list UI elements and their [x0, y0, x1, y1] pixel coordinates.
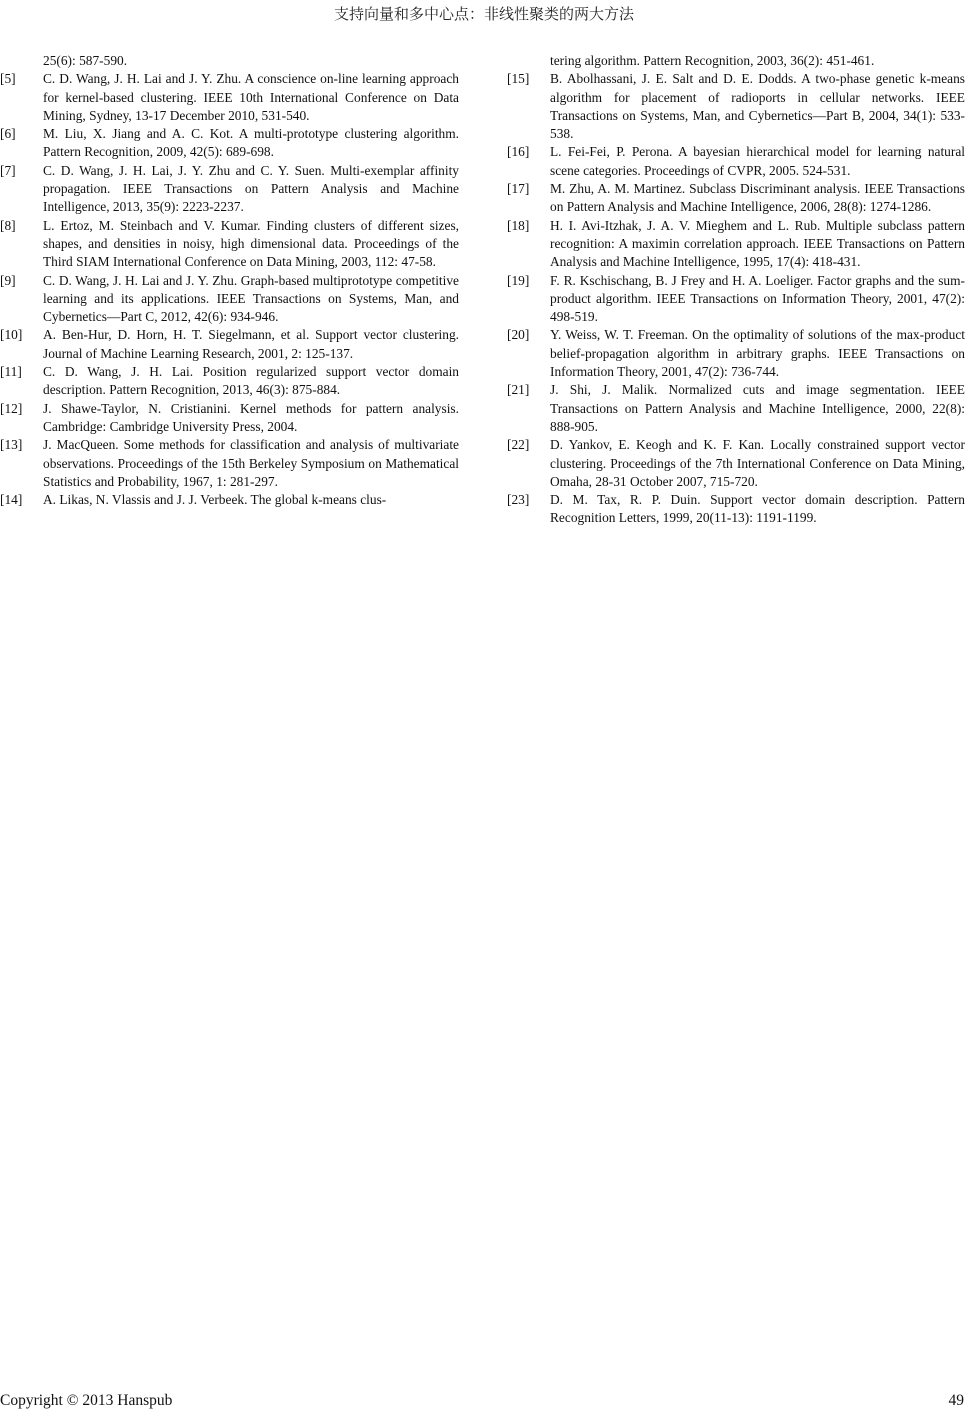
reference-number: [13] [0, 437, 23, 453]
reference-item [507, 143, 965, 180]
reference-item [0, 125, 459, 162]
reference-item [0, 400, 459, 437]
reference-item [0, 363, 459, 400]
reference-item [0, 70, 459, 125]
reference-item [507, 436, 965, 491]
reference-text: B. Abolhassani, J. E. Salt and D. E. Dodds. A two-phase genetic k-means algorithm for placement of radioports in cellular networks. IEEE Transactions on Systems, Man, and Cybernetics—Part B, 2004, 34(1): 533-538. [550, 71, 965, 142]
reference-item [507, 326, 965, 381]
reference-number: [9] [0, 272, 16, 288]
reference-number: [16] [507, 144, 530, 160]
reference-number: [21] [507, 382, 530, 398]
reference-number: [18] [507, 217, 530, 233]
reference-text: D. Yankov, E. Keogh and K. F. Kan. Locally constrained support vector clustering. Proceedings of the 7th International Conference on Data Mining, Omaha, 28-31 October 2007, 715-720. [550, 437, 965, 489]
reference-text: Y. Weiss, W. T. Freeman. On the optimality of solutions of the max-product belief-propagation algorithm in arbitrary graphs. IEEE Transactions on Information Theory, 2001, 47(2): 736-744. [550, 327, 965, 380]
reference-item [0, 326, 459, 363]
reference-text: 25(6): 587-590. [43, 53, 128, 68]
reference-number: [7] [0, 162, 16, 178]
reference-item [0, 162, 459, 217]
reference-item [0, 491, 459, 509]
reference-item [0, 272, 459, 327]
reference-text: L. Ertoz, M. Steinbach and V. Kumar. Finding clusters of different sizes, shapes, and densities in noisy, high dimensional data. Proceedings of the Third SIAM International Conference on Data Mining, 2003, 112: 47-58. [43, 217, 459, 270]
reference-item [0, 217, 459, 272]
reference-item [507, 272, 965, 327]
reference-text: M. Zhu, A. M. Martinez. Subclass Discriminant analysis. IEEE Transactions on Pattern Analysis and Machine Intelligence, 2006, 28(8): 1274-1286. [550, 181, 965, 215]
reference-item [507, 180, 965, 217]
right-column [507, 52, 965, 528]
reference-item [507, 381, 965, 436]
reference-number: [6] [0, 126, 16, 142]
reference-text: J. Shawe-Taylor, N. Cristianini. Kernel methods for pattern analysis. Cambridge: Cambridge University Press, 2004. [43, 400, 459, 434]
page-number: 49 [948, 1392, 964, 1409]
reference-number: [22] [507, 437, 530, 453]
reference-number: [11] [0, 364, 22, 380]
reference-text: A. Likas, N. Vlassis and J. J. Verbeek. The global k-means clus- [43, 492, 387, 508]
reference-number: [12] [0, 400, 23, 416]
reference-number: [15] [507, 71, 530, 87]
reference-number: [20] [507, 327, 530, 343]
reference-text: H. I. Avi-Itzhak, J. A. V. Mieghem and L. Rub. Multiple subclass pattern recognition: A maximin correlation approach. IEEE Transactions on Pattern Analysis and Machine Intelligence, 1995, 17(4): 418-431. [550, 217, 965, 270]
reference-number: [14] [0, 492, 23, 508]
reference-text: C. D. Wang, J. H. Lai. Position regularized support vector domain description. Pattern Recognition, 2013, 46(3): 875-884. [43, 364, 459, 398]
reference-item [507, 491, 965, 528]
reference-text: D. M. Tax, R. P. Duin. Support vector domain description. Pattern Recognition Letters, 1999, 20(11-13): 1191-1199. [550, 492, 965, 526]
reference-text: J. Shi, J. Malik. Normalized cuts and image segmentation. IEEE Transactions on Pattern Analysis and Machine Intelligence, 2000, 22(8): 888-905. [550, 382, 965, 434]
reference-item [507, 217, 965, 272]
copyright-notice: Copyright © 2013 Hanspub [0, 1392, 173, 1409]
left-column [0, 52, 459, 509]
reference-text: M. Liu, X. Jiang and A. C. Kot. A multi-prototype clustering algorithm. Pattern Recognition, 2009, 42(5): 689-698. [43, 126, 459, 160]
reference-number: [23] [507, 492, 530, 508]
reference-number: [5] [0, 71, 16, 87]
reference-text: C. D. Wang, J. H. Lai, J. Y. Zhu and C. Y. Suen. Multi-exemplar affinity propagation. IEEE Transactions on Pattern Analysis and Machine Intelligence, 2013, 35(9): 2223-2237. [43, 162, 459, 215]
reference-number: [8] [0, 217, 16, 233]
reference-item [507, 70, 965, 143]
reference-text: L. Fei-Fei, P. Perona. A bayesian hierarchical model for learning natural scene categories. Proceedings of CVPR, 2005. 524-531. [550, 144, 965, 178]
reference-text: tering algorithm. Pattern Recognition, 2003, 36(2): 451-461. [550, 53, 875, 68]
reference-text: A. Ben-Hur, D. Horn, H. T. Siegelmann, et al. Support vector clustering. Journal of Machine Learning Research, 2001, 2: 125-137. [43, 327, 459, 361]
reference-text: F. R. Kschischang, B. J Frey and H. A. Loeliger. Factor graphs and the sum-product algorithm. IEEE Transactions on Information Theory, 2001, 47(2): 498-519. [550, 272, 965, 325]
reference-number: [17] [507, 181, 530, 197]
running-header: 支持向量和多中心点：非线性聚类的两大方法 [333, 5, 634, 23]
reference-item [0, 436, 459, 491]
reference-text: C. D. Wang, J. H. Lai and J. Y. Zhu. Graph-based multiprototype competitive learning and its applications. IEEE Transactions on Systems, Man, and Cybernetics—Part C, 2012, 42(6): 934-946. [43, 272, 459, 325]
reference-number: [10] [0, 327, 23, 343]
reference-continuation [507, 52, 965, 70]
reference-text: C. D. Wang, J. H. Lai and J. Y. Zhu. A conscience on-line learning approach for kernel-based clustering. IEEE 10th International Conference on Data Mining, Sydney, 13-17 December 2010, 531-540. [43, 71, 459, 123]
reference-continuation [0, 52, 459, 70]
reference-text: J. MacQueen. Some methods for classification and analysis of multivariate observations. Proceedings of the 15th Berkeley Symposium on Mathematical Statistics and Probability, 1967, 1: 281-297. [43, 437, 459, 489]
reference-number: [19] [507, 272, 530, 288]
